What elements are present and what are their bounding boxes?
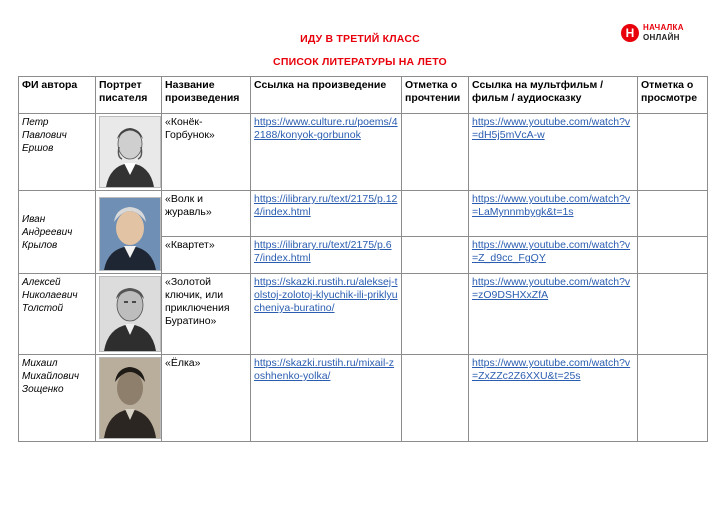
watch-mark-cell[interactable] — [638, 237, 708, 274]
work-title: «Ёлка» — [162, 355, 251, 442]
author-name: Михаил Михайлович Зощенко — [19, 355, 96, 442]
media-link-cell — [469, 355, 638, 442]
literature-table — [18, 76, 708, 442]
read-mark-cell[interactable] — [402, 274, 469, 355]
media-link-cell — [469, 274, 638, 355]
brand-logo — [621, 23, 691, 45]
col-header-read-mark: Отметка о прочтении — [402, 77, 469, 114]
portrait-cell — [96, 355, 162, 442]
portrait-cell — [96, 191, 162, 274]
work-link-cell — [251, 191, 402, 237]
document-title: ИДУ В ТРЕТИЙ КЛАСС — [300, 33, 420, 45]
read-mark-cell[interactable] — [402, 114, 469, 191]
col-header-link: Ссылка на произведение — [251, 77, 402, 114]
media-link-cell — [469, 237, 638, 274]
media-link[interactable]: https://www.youtube.com/watch?v=zO9DSHXxZfA — [472, 276, 631, 301]
watch-mark-cell[interactable] — [638, 355, 708, 442]
work-title: «Золотой ключик, или приключения Буратино» — [162, 274, 251, 355]
table-row — [19, 355, 708, 442]
table-row — [19, 274, 708, 355]
portrait-tolstoy — [99, 276, 161, 352]
author-name: Алексей Николаевич Толстой — [19, 274, 96, 355]
table-header-row — [19, 77, 708, 114]
portrait-ershov — [99, 116, 161, 188]
col-header-author: ФИ автора — [19, 77, 96, 114]
table-row — [19, 191, 708, 237]
work-title: «Конёк-Горбунок» — [162, 114, 251, 191]
media-link[interactable]: https://www.youtube.com/watch?v=Z_d9cc_FgQY — [472, 239, 631, 265]
author-name: Иван Андреевич Крылов — [19, 191, 96, 274]
work-link-cell — [251, 274, 402, 355]
work-link[interactable]: https://www.culture.ru/poems/42188/konyok-gorbunok — [254, 116, 398, 141]
col-header-media-link: Ссылка на мультфильм / фильм / аудиосказку — [469, 77, 638, 114]
col-header-portrait: Портрет писателя — [96, 77, 162, 114]
media-link[interactable]: https://www.youtube.com/watch?v=ZxZZc2Z6XXU&t=25s — [472, 357, 631, 382]
table-row — [19, 114, 708, 191]
col-header-title: Название произведения — [162, 77, 251, 114]
portrait-krylov — [99, 197, 161, 271]
work-link[interactable]: https://skazki.rustih.ru/aleksej-tolstoj-zolotoj-klyuchik-ili-priklyucheniya-buratino/ — [254, 276, 398, 314]
media-link-cell — [469, 191, 638, 237]
work-link[interactable]: https://ilibrary.ru/text/2175/p.67/index.html — [254, 239, 392, 265]
work-title: «Квартет» — [162, 237, 251, 274]
read-mark-cell[interactable] — [402, 191, 469, 237]
logo-mark-icon: Н — [621, 24, 639, 42]
portrait-zoshchenko — [99, 357, 161, 439]
author-name: Петр Павлович Ершов — [19, 114, 96, 191]
portrait-cell — [96, 114, 162, 191]
work-link-cell — [251, 355, 402, 442]
watch-mark-cell[interactable] — [638, 274, 708, 355]
work-link-cell — [251, 114, 402, 191]
logo-line1: НАЧАЛКА — [643, 23, 684, 32]
watch-mark-cell[interactable] — [638, 191, 708, 237]
read-mark-cell[interactable] — [402, 355, 469, 442]
logo-line2: ОНЛАЙН — [643, 33, 680, 42]
portrait-cell — [96, 274, 162, 355]
work-link-cell — [251, 237, 402, 274]
media-link[interactable]: https://www.youtube.com/watch?v=LaMynnmbygk&t=1s — [472, 193, 631, 218]
watch-mark-cell[interactable] — [638, 114, 708, 191]
media-link[interactable]: https://www.youtube.com/watch?v=dH5j5mVcA-w — [472, 116, 631, 141]
work-link[interactable]: https://ilibrary.ru/text/2175/p.124/index.html — [254, 193, 398, 218]
read-mark-cell[interactable] — [402, 237, 469, 274]
document-subtitle: СПИСОК ЛИТЕРАТУРЫ НА ЛЕТО — [273, 56, 447, 68]
work-link[interactable]: https://skazki.rustih.ru/mixail-zoshhenko-yolka/ — [254, 357, 395, 382]
col-header-watch-mark: Отметка о просмотре — [638, 77, 708, 114]
media-link-cell — [469, 114, 638, 191]
work-title: «Волк и журавль» — [162, 191, 251, 237]
